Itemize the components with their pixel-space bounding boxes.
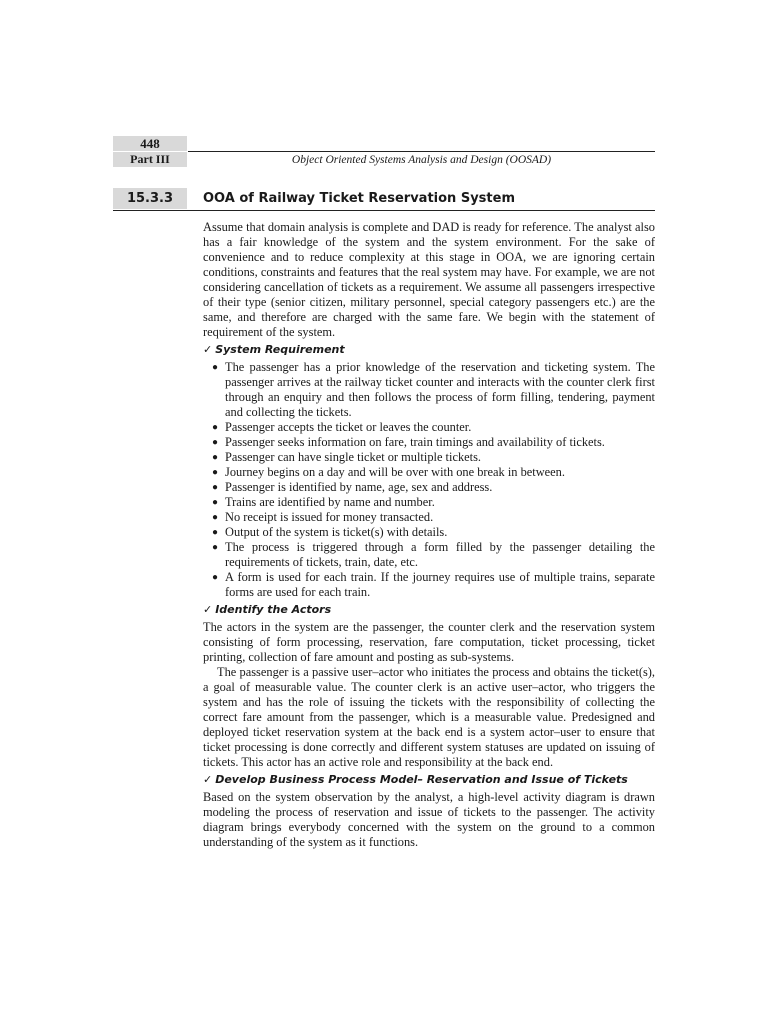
bullet-dot-icon: ● — [212, 437, 219, 448]
list-item — [203, 495, 655, 510]
business-process-title: Develop Business Process Model– Reservation and Issue of Tickets — [215, 773, 628, 786]
check-mark-icon: ✓ — [203, 773, 213, 786]
bullet-dot-icon: ● — [212, 482, 219, 493]
check-mark-icon: ✓ — [203, 343, 213, 356]
bullet-dot-icon: ● — [212, 527, 219, 538]
list-item-text: Passenger seeks information on fare, train timings and availability of tickets. — [225, 435, 605, 449]
header-rule — [188, 151, 655, 152]
bullet-dot-icon: ● — [212, 452, 219, 463]
identify-actors-heading — [203, 602, 655, 617]
system-requirement-heading — [203, 342, 655, 357]
list-item — [203, 420, 655, 435]
bullet-dot-icon: ● — [212, 467, 219, 478]
section-rule — [113, 210, 655, 211]
bullet-dot-icon: ● — [212, 362, 219, 373]
bullet-dot-icon: ● — [212, 422, 219, 433]
bullet-dot-icon: ● — [212, 542, 219, 553]
list-item-text: No receipt is issued for money transacted. — [225, 510, 434, 524]
list-item-text: Passenger accepts the ticket or leaves the counter. — [225, 420, 472, 434]
list-item — [203, 510, 655, 525]
section-title: OOA of Railway Ticket Reservation System — [203, 191, 515, 206]
list-item — [203, 540, 655, 570]
list-item — [203, 360, 655, 420]
list-item — [203, 480, 655, 495]
list-item-text: The passenger has a prior knowledge of the reservation and ticketing system. The passenger arrives at the railway ticket counter and interacts with the counter clerk first through an enquiry and then follows the process of form filling, tendering, payment and collecting the tickets. — [225, 360, 655, 419]
list-item-text: A form is used for each train. If the journey requires use of multiple trains, separate forms are used for each train. — [225, 570, 655, 599]
list-item-text: Trains are identified by name and number. — [225, 495, 435, 509]
section-number: 15.3.3 — [113, 188, 187, 209]
list-item-text: Passenger is identified by name, age, sex and address. — [225, 480, 493, 494]
business-process-heading — [203, 772, 655, 787]
running-title: Object Oriented Systems Analysis and Design (OOSAD) — [291, 154, 552, 166]
list-item-text: Passenger can have single ticket or multiple tickets. — [225, 450, 481, 464]
body-text — [203, 220, 655, 850]
requirement-list — [203, 360, 655, 600]
bullet-dot-icon: ● — [212, 512, 219, 523]
list-item — [203, 570, 655, 600]
list-item — [203, 450, 655, 465]
list-item — [203, 525, 655, 540]
actors-paragraph-2: The passenger is a passive user–actor who initiates the process and obtains the ticket(s), a goal of measurable value. The counter clerk is an active user–actor, who triggers the system and has the role of issuing the tickets with the responsibility of collecting the correct fare amount from the passenger, which is a measurable value. Predesigned and deployed ticket reservation system at the back end is a system actor–user to ensure that ticket processing is done correctly and different system statuses are updated on issuing of tickets. This actor has an active role and responsibility at the back end. — [203, 665, 655, 769]
list-item — [203, 465, 655, 480]
intro-paragraph: Assume that domain analysis is complete and DAD is ready for reference. The analyst also has a fair knowledge of the system and the system environment. For the sake of convenience and to reduce complexity at this stage in OOA, we are ignoring certain conditions, constraints and features that the real system may have. For example, we are not considering cancellation of tickets as a requirement. We assume all passengers irrespective of their type (senior citizen, military personnel, special category passengers etc.) are the same, and therefore are charged with the same fare. We begin with the statement of requirement of the system. — [203, 220, 655, 339]
page-number: 448 — [113, 136, 187, 151]
business-process-paragraph: Based on the system observation by the analyst, a high-level activity diagram is drawn modeling the process of reservation and issue of tickets to the passenger. The activity diagram brings everybody concerned with the system on the ground to a common understanding of the system as it functions. — [203, 790, 655, 849]
check-mark-icon: ✓ — [203, 603, 213, 616]
part-label: Part III — [113, 152, 187, 167]
bullet-dot-icon: ● — [212, 497, 219, 508]
list-item-text: The process is triggered through a form filled by the passenger detailing the requirements of tickets, train, date, etc. — [225, 540, 655, 569]
actors-paragraph-1: The actors in the system are the passenger, the counter clerk and the reservation system consisting of form processing, reservation, fare computation, ticket processing, ticket printing, collection of fare amount and posting as sub-systems. — [203, 620, 655, 664]
list-item — [203, 435, 655, 450]
list-item-text: Journey begins on a day and will be over with one break in between. — [225, 465, 565, 479]
identify-actors-title: Identify the Actors — [215, 603, 332, 616]
system-requirement-title: System Requirement — [215, 343, 345, 356]
bullet-dot-icon: ● — [212, 572, 219, 583]
list-item-text: Output of the system is ticket(s) with details. — [225, 525, 448, 539]
